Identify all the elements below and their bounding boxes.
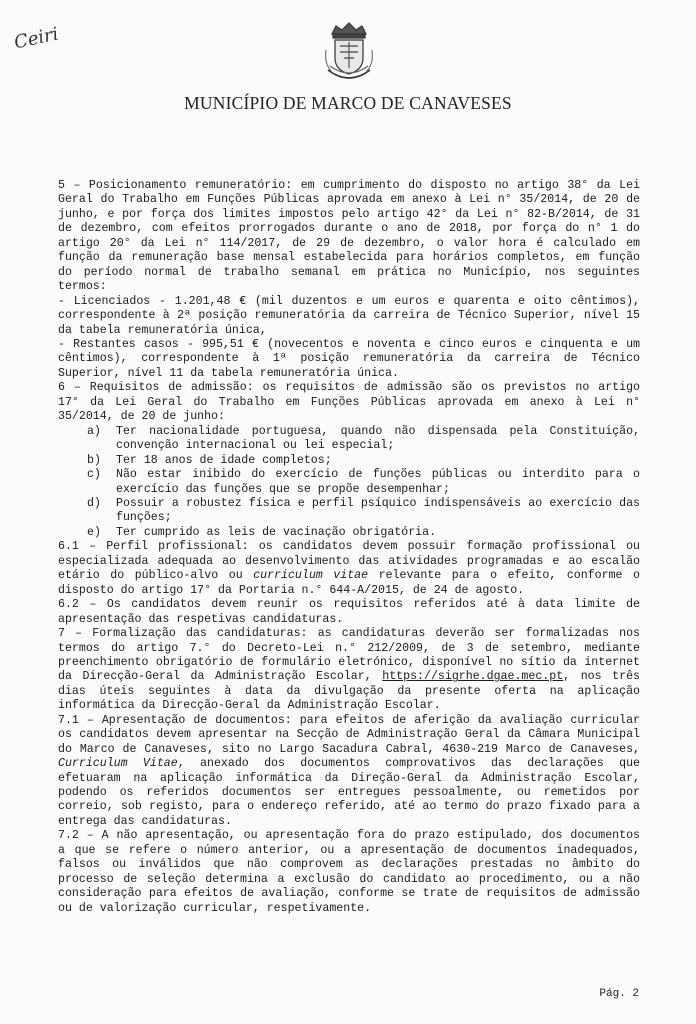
section-7-2: 7.2 – A não apresentação, ou apresentação fora do prazo estipulado, dos documentos a que se refere o número anterior, ou a apresentação de documentos inadequados, falsos ou inválidos que não comprovem as declarações prestadas no âmbito do processo de seleção determina a exclusão do candidato ao procedimento, ou a não consideração para efeitos de avaliação, conforme se trate de requisitos de admissão ou de valorização curricular, respetivamente. (58, 829, 640, 915)
section-7: 7 – Formalização das candidaturas: as candidaturas deverão ser formalizadas nos termos do artigo 7.° do Decreto-Lei n.° 212/2009, de 3 de setembro, mediante preenchimento obrigatório de formulário eletrónico, disponível no sítio da internet da Direcção-Geral da Administração Escolar, https://sigrhe.dgae.mec.pt, nos três dias úteis seguintes à data da divulgação da presente oferta na aplicação informática da Direcção-Geral da Administração Escolar. (58, 627, 640, 713)
section-6-1: 6.1 – Perfil profissional: os candidatos devem possuir formação profissional ou especializada adequada ao desenvolvimento das atividades programadas e ao escalão etário do público-alvo ou curriculum vitae relevante para o efeito, conforme o disposto do artigo 17° da Portaria n.° 644-A/2015, de 24 de agosto. (58, 540, 640, 597)
page-number: Pág. 2 (599, 988, 639, 1000)
section-6: 6 – Requisitos de admissão: os requisitos de admissão são os previstos no artigo 17° da Lei Geral do Trabalho em Funções Públicas aprovada em anexo à Lei n° 35/2014, de 20 de junho: (58, 381, 640, 424)
section-7-1: 7.1 – Apresentação de documentos: para efeitos de aferição da avaliação curricular os candidatos devem apresentar na Secção de Administração Geral da Câmara Municipal do Marco de Canaveses, sito no Largo Sacadura Cabral, 4630-219 Marco de Canaveses, Curriculum Vitae, anexado dos documentos comprovativos das declarações que efetuaram na aplicação informática da Direção-Geral da Administração Escolar, podendo os referidos documentos ser entregues pessoalmente, ou remetidos por correio, sob registo, para o endereço referido, até ao termo do prazo fixado para a entrega das candidaturas. (58, 713, 640, 828)
admission-requirements-list (58, 425, 640, 541)
section-5-restantes: - Restantes casos - 995,51 € (novecentos e noventa e cinco euros e cinquenta e um cêntimos), correspondente à 1ª posição remuneratória da carreira de Técnico Superior, nível 11 da tabela remuneratória única. (58, 337, 640, 380)
municipal-crest-icon (320, 20, 378, 86)
handwritten-signature: Ceiri (12, 23, 61, 54)
municipality-title: MUNICÍPIO DE MARCO DE CANAVESES (184, 93, 512, 113)
document-body (58, 179, 640, 916)
list-item: e) Ter cumprido as leis de vacinação obrigatória. (87, 525, 437, 539)
list-item: c) Não estar inibido do exercício de funções públicas ou interdito para o exercício das funções que se propõe desempenhar; (87, 468, 640, 496)
list-item: a) Ter nacionalidade portuguesa, quando não dispensada pela Constituição, convenção internacional ou lei especial; (87, 424, 640, 453)
dgae-link[interactable]: https://sigrhe.dgae.mec.pt (382, 670, 564, 684)
section-5-licenciados: - Licenciados - 1.201,48 € (mil duzentos e um euros e quarenta e oito cêntimos), correspondente à 2ª posição remuneratória da carreira de Técnico Superior, nível 15 da tabela remuneratória única, (58, 294, 640, 337)
list-item: b) Ter 18 anos de idade completos; (87, 453, 332, 467)
section-6-2: 6.2 – Os candidatos devem reunir os requisitos referidos até à data limite de apresentação das respetivas candidaturas. (58, 598, 640, 626)
section-5: 5 – Posicionamento remuneratório: em cumprimento do disposto no artigo 38° da Lei Geral do Trabalho em Funções Públicas aprovada em anexo à Lei n° 35/2014, de 20 de junho, e por força dos limites impostos pelo artigo 42° da Lei n° 82-B/2014, de 31 de dezembro, com efeitos prorrogados durante o ano de 2018, por força do n° 1 do artigo 20° da Lei n° 114/2017, de 29 de dezembro, o valor hora é calculado em função da remuneração base mensal estabelecida para horários completos, em função do período normal de trabalho semanal em prática no Município, nos seguintes termos: (58, 179, 640, 294)
list-item: d) Possuir a robustez física e perfil psíquico indispensáveis ao exercício das funções; (87, 496, 640, 525)
